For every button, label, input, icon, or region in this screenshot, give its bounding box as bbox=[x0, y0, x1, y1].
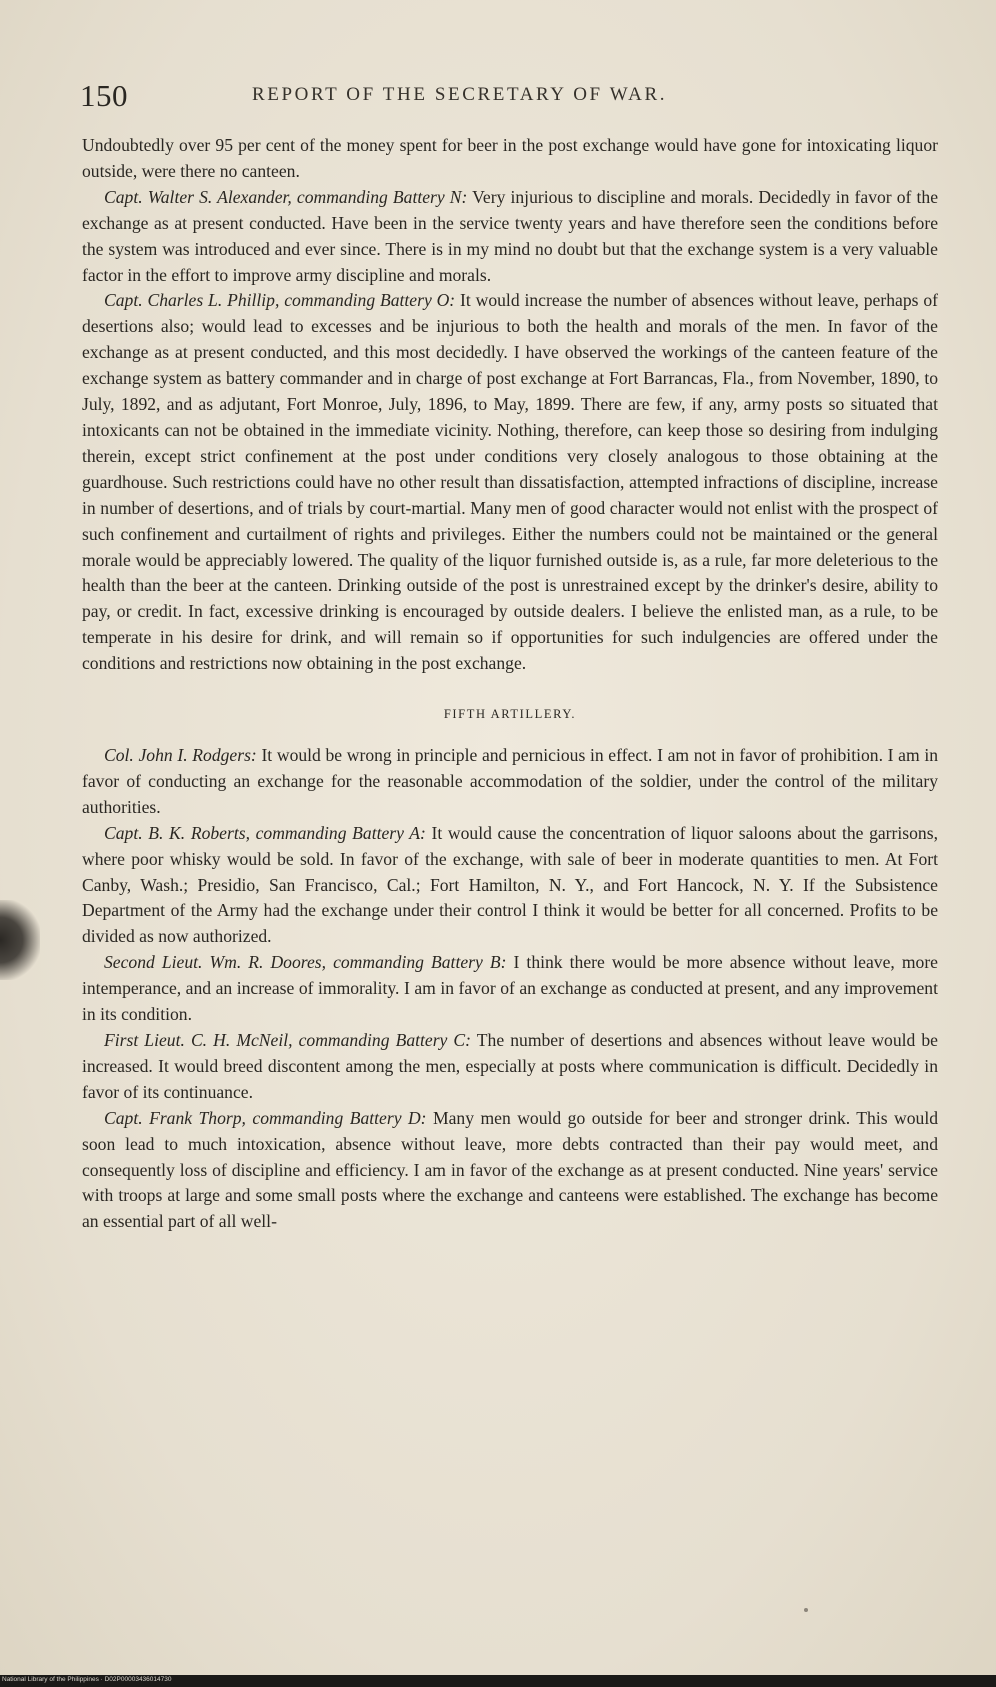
speaker-name: Capt. Frank Thorp, commanding Battery D: bbox=[104, 1107, 427, 1128]
paragraph-text: It would increase the number of absences without leave, perhaps of desertions also; would lead to excesses and be injurious to both the health and morals of the men. In favor of the exchange as at present conducted, and this most decidedly. I have observed the workings of the canteen feature of the exchange system as battery commander and in charge of post exchange at Fort Barrancas, Fla., from November, 1890, to July, 1892, and as adjutant, Fort Monroe, July, 1896, to May, 1899. There are few, if any, army posts so situated that intoxicants can not be obtained in the immediate vicinity. Nothing, therefore, can keep those so desiring from indulging therein, except strict confinement at the post under conditions very closely analogous to those obtaining at the guardhouse. Such restrictions could have no other result than dissatisfaction, attempted infractions of discipline, increase in number of desertions, and of trials by court-martial. Many men of good character would not enlist with the prospect of such confinement and curtailment of rights and privileges. Either the numbers could not be maintained or the general morale would be appreciably lowered. The quality of the liquor furnished outside is, as a rule, far more deleterious to the health than the beer at the canteen. Drinking outside of the post is unrestrained except by the drinker's desire, ability to pay, or credit. In fact, excessive drinking is encouraged by outside dealers. I believe the enlisted man, as a rule, to be temperate in his desire for drink, and will remain so if opportunities for such indulgencies are offered under the conditions and restrictions now obtaining in the post exchange. bbox=[82, 290, 938, 674]
paragraph-text: The number of desertions and absences without leave would be increased. It would breed discontent among the men, especially at posts where communication is difficult. Decidedly in favor of its continuance. bbox=[82, 1030, 938, 1102]
speaker-name: First Lieut. C. H. McNeil, commanding Battery C: bbox=[104, 1030, 472, 1050]
speaker-name: Capt. Charles L. Phillip, commanding Battery O: bbox=[104, 290, 456, 311]
paragraph-text: Undoubtedly over 95 per cent of the money spent for beer in the post exchange would have gone for intoxicating liquor outside, were there no canteen. bbox=[82, 135, 938, 181]
speaker-name: Capt. B. K. Roberts, commanding Battery A: bbox=[104, 822, 426, 843]
paragraph-text: It would cause the concentration of liquor saloons about the garrisons, where poor whisky would be sold. In favor of the exchange, with sale of beer in moderate quantities to men. At Fort Canby, Wash.; Presidio, San Francisco, Cal.; Fort Hamilton, N. Y., and Fort Hancock, N. Y. If the Subsistence Department of the Army had the exchange under their control I think it would be better for all concerned. Profits to be divided as now authorized. bbox=[82, 822, 938, 947]
running-head: REPORT OF THE SECRETARY OF WAR. bbox=[252, 84, 668, 105]
paragraph-text: It would be wrong in principle and pernicious in effect. I am not in favor of prohibition. I am in favor of conducting an exchange for the reasonable accommodation of the soldier, under the control of the military authorities. bbox=[82, 745, 938, 817]
paragraph bbox=[82, 133, 938, 185]
scan-credit: National Library of the Philippines · D02P00003436014730 bbox=[2, 1676, 172, 1683]
scan-thumb-shadow bbox=[0, 900, 40, 980]
paragraph bbox=[82, 950, 938, 1028]
paragraph bbox=[82, 185, 938, 289]
paragraph-text: Very injurious to discipline and morals. Decidedly in favor of the exchange as at present conducted. Have been in the service twenty years and have therefore seen the conditions before the system was introduced and ever since. There is in my mind no doubt but that the exchange system is a very valuable factor in the effort to improve army discipline and morals. bbox=[82, 186, 938, 285]
speaker-name: Col. John I. Rodgers: bbox=[104, 745, 257, 766]
section-heading: FIFTH ARTILLERY. bbox=[443, 707, 577, 722]
paragraph-text: I think there would be more absence without leave, more intemperance, and an increase of immorality. I am in favor of an exchange as conducted at present, and any improvement in its condition. bbox=[82, 952, 938, 1025]
page-body bbox=[82, 133, 938, 1235]
paragraph bbox=[82, 743, 938, 821]
speaker-name: Capt. Walter S. Alexander, commanding Battery N: bbox=[104, 186, 468, 207]
paragraph bbox=[82, 1028, 938, 1106]
paragraph-text: Many men would go outside for beer and stronger drink. This would soon lead to much intoxication, absence without leave, more debts contracted than their pay would meet, and consequently loss of discipline and efficiency. I am in favor of the exchange as at present conducted. Nine years' service with troops at large and some small posts where the exchange and canteens were established. The exchange has become an essential part of all well- bbox=[82, 1107, 939, 1232]
paragraph bbox=[82, 821, 938, 951]
page-header bbox=[80, 78, 940, 118]
page-number: 150 bbox=[80, 78, 128, 113]
paragraph bbox=[82, 1106, 938, 1236]
paragraph bbox=[82, 288, 938, 677]
scan-speck bbox=[804, 1608, 808, 1612]
speaker-name: Second Lieut. Wm. R. Doores, commanding Battery B: bbox=[104, 952, 507, 973]
